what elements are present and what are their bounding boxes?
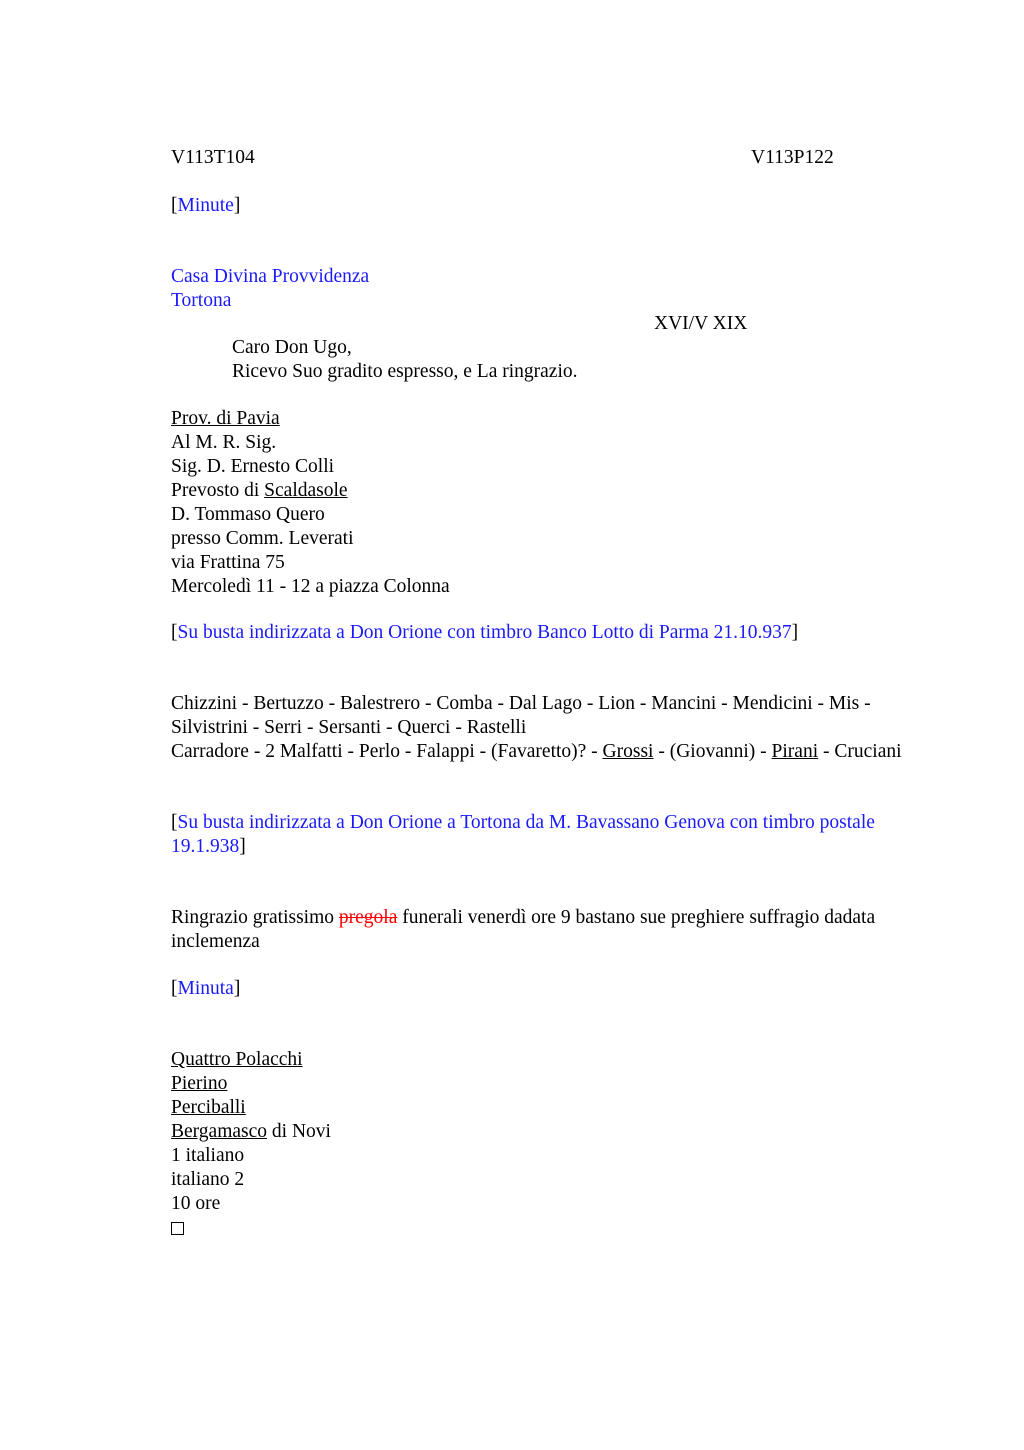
deleted-word: pregola xyxy=(338,907,398,928)
address-line6: via Frattina 75 xyxy=(171,552,285,573)
list-item: Quattro Polacchi xyxy=(171,1049,303,1070)
name-pirani: Pirani xyxy=(771,741,819,762)
note-minuta-text: Minuta xyxy=(177,978,234,999)
address-line1: Al M. R. Sig. xyxy=(171,432,277,453)
names-line1: Chizzini - Bertuzzo - Balestrero - Comba - Dal Lago - Lion - Mancini - Mendicini - Mis - Silvistrini - Serri - Sersanti - Querci - Rastelli xyxy=(171,693,871,738)
address-line2: Sig. D. Ernesto Colli xyxy=(171,456,335,477)
list-item: 10 ore xyxy=(171,1193,221,1214)
list-item: Pierino xyxy=(171,1073,228,1094)
letter-date-block xyxy=(654,312,854,336)
letter-date: XVI/V XIX xyxy=(654,313,748,334)
note-envelope-1-text: Su busta indirizzata a Don Orione con timbro Banco Lotto di Parma 21.10.937 xyxy=(177,622,792,643)
address-line5: presso Comm. Leverati xyxy=(171,528,354,549)
list-block xyxy=(171,1048,931,1242)
address-block xyxy=(171,407,931,599)
note-minute: [Minute] xyxy=(171,195,241,216)
address-line4: D. Tommaso Quero xyxy=(171,504,325,525)
letter-body xyxy=(171,336,992,384)
note-envelope-2: [Su busta indirizzata a Don Orione a Tortona da M. Bavassano Genova con timbro postale 19.1.938] xyxy=(171,812,875,857)
letterhead xyxy=(171,265,931,313)
names-line2: Carradore - 2 Malfatti - Perlo - Falappi - (Favaretto)? - Grossi - (Giovanni) - Pirani - Cruciani xyxy=(171,741,902,762)
note-envelope-2-text: Su busta indirizzata a Don Orione a Tortona da M. Bavassano Genova con timbro postale 19.1.938 xyxy=(171,812,875,857)
name-grossi: Grossi xyxy=(602,741,654,762)
letterhead-line1: Casa Divina Provvidenza xyxy=(171,266,370,287)
address-line7: Mercoledì 11 - 12 a piazza Colonna xyxy=(171,576,450,597)
list-item: italiano 2 xyxy=(171,1169,245,1190)
checkbox-icon xyxy=(171,1222,184,1235)
telegram-block xyxy=(171,906,931,954)
note-minuta: [Minuta] xyxy=(171,978,241,999)
telegram-text: Ringrazio gratissimo pregola funerali venerdì ore 9 bastano sue preghiere suffragio dadata inclemenza xyxy=(171,907,876,952)
list-item: Bergamasco di Novi xyxy=(171,1121,331,1142)
header-right xyxy=(751,146,951,170)
names-block xyxy=(171,692,921,764)
list-item: 1 italiano xyxy=(171,1145,245,1166)
address-place: Scaldasole xyxy=(264,480,348,501)
header-left-code: V113T104 xyxy=(171,147,255,168)
address-province: Prov. di Pavia xyxy=(171,408,280,429)
letter-salutation: Caro Don Ugo, xyxy=(232,337,352,358)
address-line3: Prevosto di Scaldasole xyxy=(171,480,348,501)
letter-text: Ricevo Suo gradito espresso, e La ringrazio. xyxy=(232,361,578,382)
header-right-code: V113P122 xyxy=(751,147,834,168)
note-minute-text: Minute xyxy=(177,195,234,216)
list-item: Perciballi xyxy=(171,1097,246,1118)
letterhead-line2: Tortona xyxy=(171,290,232,311)
checkbox-line xyxy=(171,1216,931,1242)
note-envelope-1: [Su busta indirizzata a Don Orione con timbro Banco Lotto di Parma 21.10.937] xyxy=(171,622,799,643)
